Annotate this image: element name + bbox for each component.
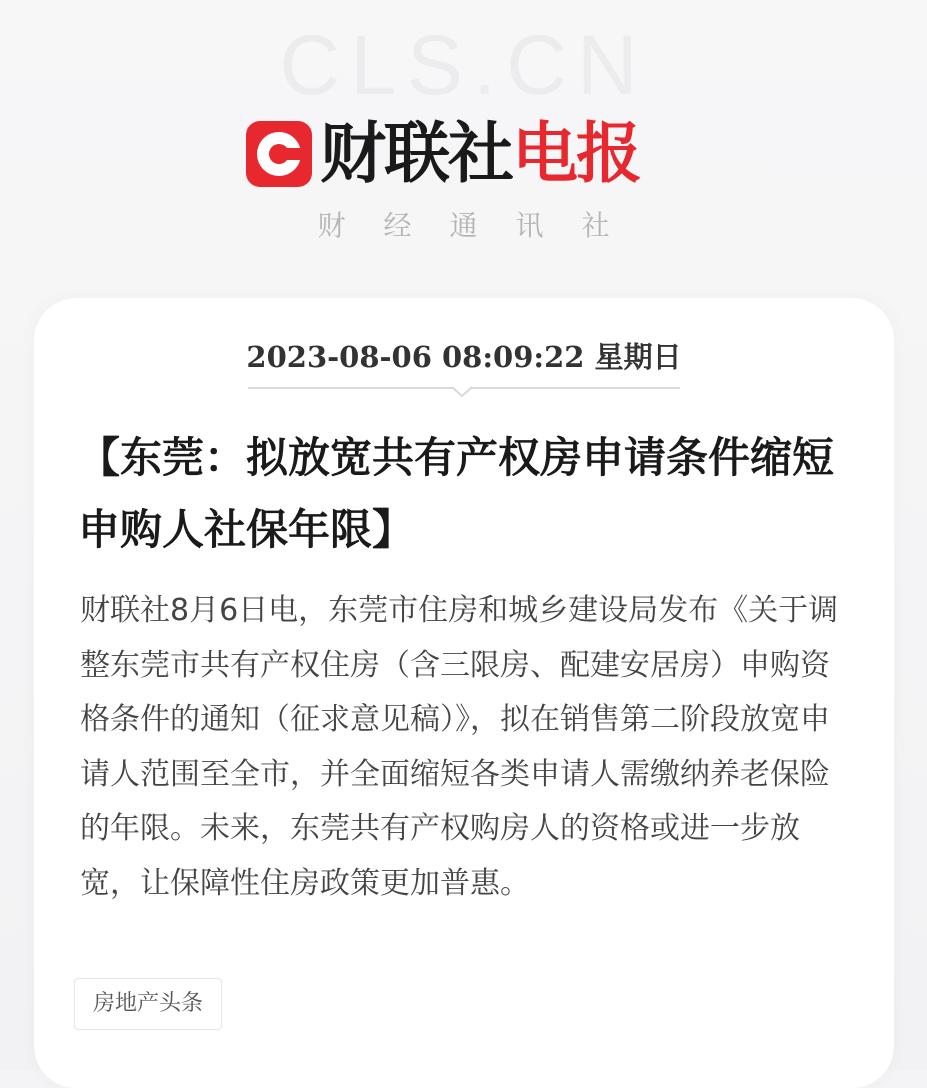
topic-tag[interactable]: 房地产头条	[74, 978, 222, 1030]
logo-c-icon	[246, 121, 312, 187]
article-datetime: 2023-08-06 08:09:22 星期日	[246, 340, 682, 374]
tagline: 财经通讯社	[317, 209, 648, 242]
logo-wordmark	[320, 115, 640, 192]
article-card	[34, 298, 894, 1088]
logo-name: 财联社	[320, 115, 512, 192]
watermark: CLS.CN	[279, 18, 648, 112]
logo-highlight: 电报	[512, 115, 640, 192]
divider-notch-icon	[452, 386, 472, 398]
article-body: 财联社8月6日电，东莞市住房和城乡建设局发布《关于调整东莞市共有产权住房（含三限房、配建安居房）申购资格条件的通知（征求意见稿）》，拟在销售第二阶段放宽申请人范围至全市，并全面缩短各类申请人需缴纳养老保险的年限。未来，东莞共有产权购房人的资格或进一步放宽，让保障性住房政策更加普惠。	[80, 593, 839, 901]
brand-logo	[246, 115, 640, 192]
article-headline: 【东莞：拟放宽共有产权房申请条件缩短申购人社保年限】	[78, 433, 835, 554]
